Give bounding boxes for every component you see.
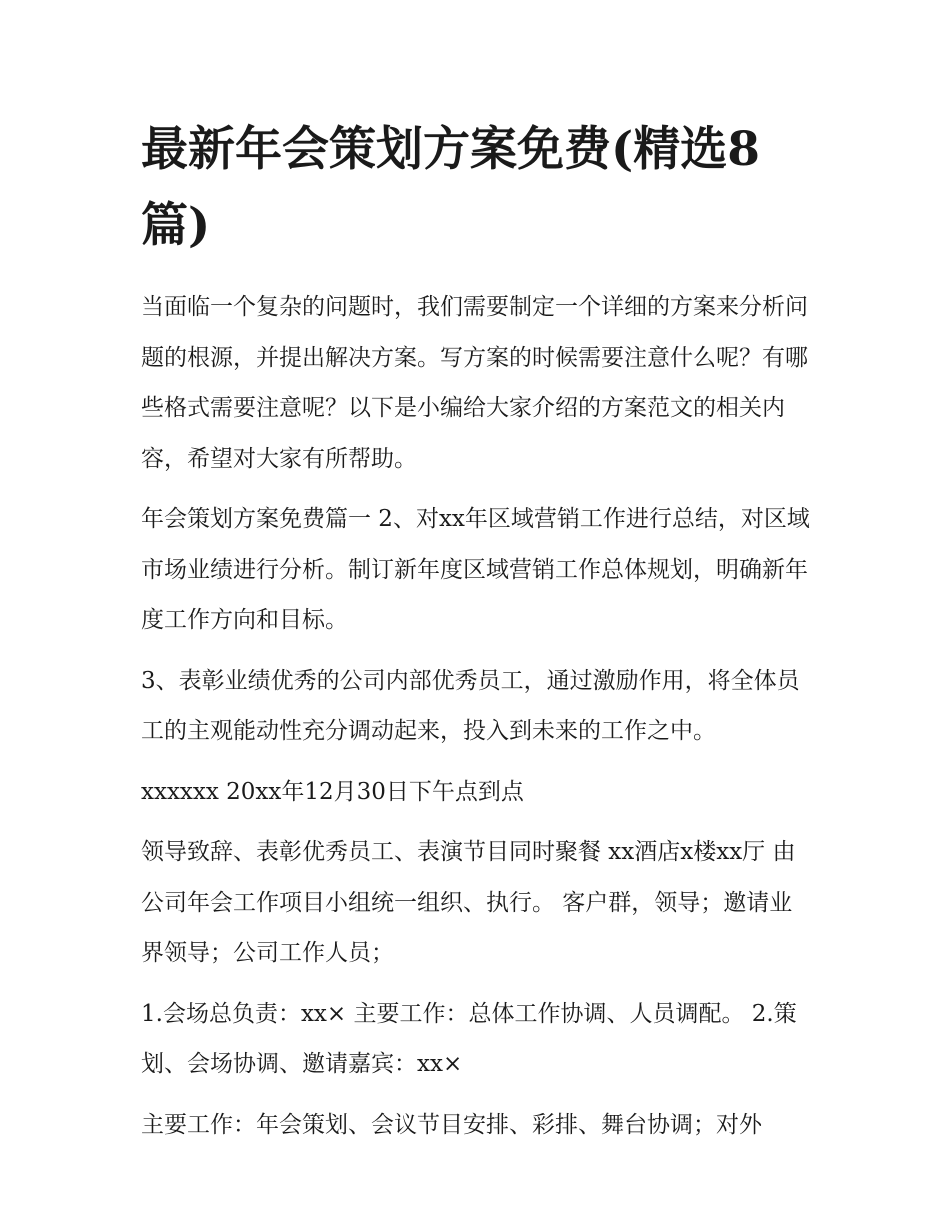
document-body [141, 112, 813, 1150]
paragraph-main-work: 主要工作：年会策划、会议节目安排、彩排、舞台协调；对外 [141, 1111, 762, 1138]
paragraph-time: xxxxxx 20xx年12月30日下午点到点 [141, 778, 524, 805]
paragraph-part-one: 年会策划方案免费篇一 2、对xx年区域营销工作进行总结，对区域市场业绩进行分析。制订新年度区域营销工作总体规划，明确新年度工作方向和目标。 [141, 506, 810, 633]
paragraph-intro: 当面临一个复杂的问题时，我们需要制定一个详细的方案来分析问题的根源，并提出解决方案。写方案的时候需要注意什么呢？有哪些格式需要注意呢？以下是小编给大家介绍的方案范文的相关内容，希望对大家有所帮助。 [141, 294, 808, 472]
paragraph-content-venue: 领导致辞、表彰优秀员工、表演节目同时聚餐 xx酒店x楼xx厅 由公司年会工作项目小组统一组织、执行。 客户群，领导；邀请业界领导；公司工作人员； [141, 839, 796, 966]
paragraph-staff-roles: 1.会场总负责：xx× 主要工作：总体工作协调、人员调配。 2.策划、会场协调、邀请嘉宾：xx× [141, 1000, 797, 1077]
paragraph-commendation: 3、表彰业绩优秀的公司内部优秀员工，通过激励作用，将全体员工的主观能动性充分调动起来，投入到未来的工作之中。 [141, 667, 800, 744]
document-title: 最新年会策划方案免费(精选8篇) [141, 122, 760, 253]
